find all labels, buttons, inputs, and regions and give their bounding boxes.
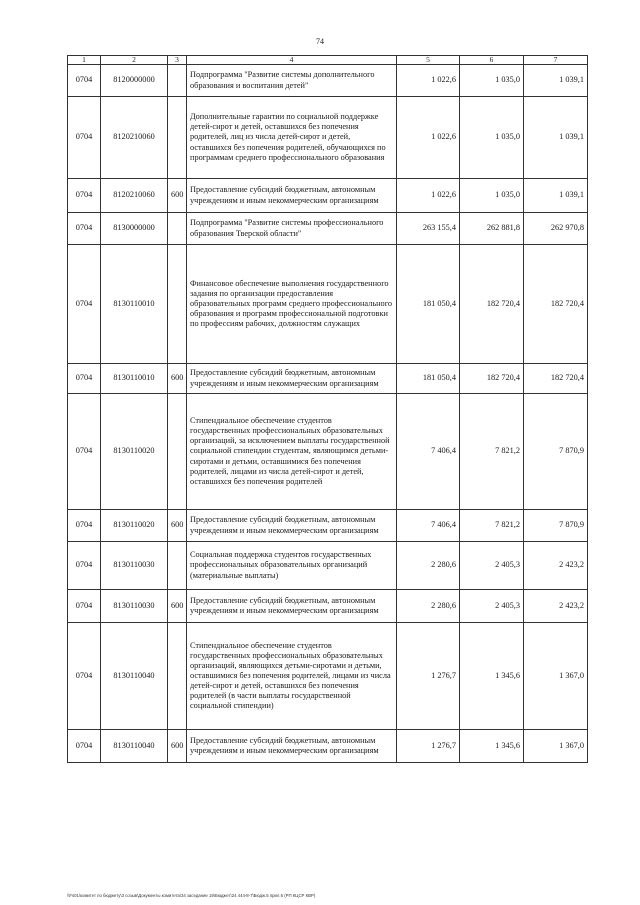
amount-col6: 182 720,4 [460, 364, 524, 394]
target-article-code: 8130000000 [101, 213, 168, 245]
section-code: 0704 [68, 542, 101, 590]
section-code: 0704 [68, 590, 101, 623]
item-name: Предоставление субсидий бюджетным, автономным учреждениям и иным некоммерческим организациям [187, 364, 397, 394]
section-code: 0704 [68, 245, 101, 364]
expense-type-code [168, 623, 187, 730]
amount-col7: 182 720,4 [524, 364, 588, 394]
expense-type-code [168, 213, 187, 245]
amount-col5: 2 280,6 [397, 590, 460, 623]
table-row [68, 213, 588, 245]
target-article-code: 8130110020 [101, 510, 168, 542]
amount-col6: 2 405,3 [460, 590, 524, 623]
table-row [68, 245, 588, 364]
section-code: 0704 [68, 394, 101, 510]
amount-col7: 2 423,2 [524, 590, 588, 623]
amount-col5: 181 050,4 [397, 364, 460, 394]
item-name: Предоставление субсидий бюджетным, автономным учреждениям и иным некоммерческим организациям [187, 590, 397, 623]
column-header: 3 [168, 56, 187, 65]
amount-col6: 7 821,2 [460, 510, 524, 542]
expense-type-code [168, 97, 187, 179]
target-article-code: 8120210060 [101, 97, 168, 179]
table-row [68, 97, 588, 179]
column-header: 5 [397, 56, 460, 65]
amount-col7: 262 970,8 [524, 213, 588, 245]
item-name: Социальная поддержка студентов государственных профессиональных образовательных организаций (материальные выплаты) [187, 542, 397, 590]
item-name: Подпрограмма "Развитие системы профессионального образования Тверской области" [187, 213, 397, 245]
item-name: Подпрограмма "Развитие системы дополнительного образования и воспитания детей" [187, 65, 397, 97]
amount-col6: 262 881,8 [460, 213, 524, 245]
amount-col5: 181 050,4 [397, 245, 460, 364]
item-name: Стипендиальное обеспечение студентов государственных профессиональных образовательных организаций, за исключением выплаты государственной социальной стипендии студентам, являющимся детьми-сиротами и детьми, оставшимися без попечения родителей, лицами из числа детей-сирот и детей, оставшихся без попечения родителей [187, 394, 397, 510]
amount-col7: 2 423,2 [524, 542, 588, 590]
table-header-row [68, 56, 588, 65]
footer-file-path: \\Fs01\комитет по бюджету\3 созыв\Документы комитета\34 заседание 19\Бюджет\24 444-8-7\Бюдж.5 прил.6 (РП КЦСР КВР) [67, 893, 316, 898]
item-name: Предоставление субсидий бюджетным, автономным учреждениям и иным некоммерческим организациям [187, 730, 397, 763]
budget-table [67, 55, 588, 763]
section-code: 0704 [68, 623, 101, 730]
amount-col6: 1 035,0 [460, 65, 524, 97]
expense-type-code [168, 394, 187, 510]
table-row [68, 542, 588, 590]
column-header: 7 [524, 56, 588, 65]
amount-col5: 1 276,7 [397, 623, 460, 730]
section-code: 0704 [68, 97, 101, 179]
amount-col7: 182 720,4 [524, 245, 588, 364]
amount-col5: 1 022,6 [397, 97, 460, 179]
amount-col5: 1 022,6 [397, 65, 460, 97]
amount-col6: 1 035,0 [460, 97, 524, 179]
amount-col7: 1 367,0 [524, 623, 588, 730]
item-name: Дополнительные гарантии по социальной поддержке детей-сирот и детей, оставшихся без попечения родителей, лиц из числа детей-сирот и детей, оставшихся без попечения родителей, обучающихся по программам среднего профессионального образования [187, 97, 397, 179]
amount-col5: 1 276,7 [397, 730, 460, 763]
target-article-code: 8130110020 [101, 394, 168, 510]
table-row [68, 179, 588, 213]
table-row [68, 364, 588, 394]
amount-col5: 263 155,4 [397, 213, 460, 245]
table-row [68, 730, 588, 763]
expense-type-code [168, 542, 187, 590]
item-name: Предоставление субсидий бюджетным, автономным учреждениям и иным некоммерческим организациям [187, 179, 397, 213]
amount-col7: 1 039,1 [524, 179, 588, 213]
target-article-code: 8130110030 [101, 542, 168, 590]
table-row [68, 394, 588, 510]
section-code: 0704 [68, 65, 101, 97]
column-header: 4 [187, 56, 397, 65]
amount-col5: 7 406,4 [397, 394, 460, 510]
amount-col7: 7 870,9 [524, 394, 588, 510]
section-code: 0704 [68, 364, 101, 394]
target-article-code: 8130110030 [101, 590, 168, 623]
amount-col7: 1 367,0 [524, 730, 588, 763]
target-article-code: 8130110010 [101, 245, 168, 364]
item-name: Предоставление субсидий бюджетным, автономным учреждениям и иным некоммерческим организациям [187, 510, 397, 542]
amount-col6: 1 345,6 [460, 623, 524, 730]
section-code: 0704 [68, 213, 101, 245]
amount-col7: 7 870,9 [524, 510, 588, 542]
page-number: 74 [316, 37, 324, 46]
table-row [68, 623, 588, 730]
target-article-code: 8130110040 [101, 730, 168, 763]
table-row [68, 510, 588, 542]
target-article-code: 8130110010 [101, 364, 168, 394]
item-name: Стипендиальное обеспечение студентов государственных профессиональных образовательных организаций, являющихся детьми-сиротами и детьми, оставшимися без попечения родителей, лицами из числа детей-сирот и детей, оставшихся без попечения родителей (в части выплаты государственной социальной стипендии) [187, 623, 397, 730]
section-code: 0704 [68, 179, 101, 213]
amount-col6: 182 720,4 [460, 245, 524, 364]
expense-type-code: 600 [168, 179, 187, 213]
target-article-code: 8120210060 [101, 179, 168, 213]
expense-type-code: 600 [168, 590, 187, 623]
expense-type-code: 600 [168, 510, 187, 542]
table-row [68, 65, 588, 97]
item-name: Финансовое обеспечение выполнения государственного задания по организации предоставления образовательных программ среднего профессионального образования и программ профессиональной подготовки по профессиям рабочих, должностям служащих [187, 245, 397, 364]
amount-col5: 1 022,6 [397, 179, 460, 213]
target-article-code: 8130110040 [101, 623, 168, 730]
table-row [68, 590, 588, 623]
amount-col6: 7 821,2 [460, 394, 524, 510]
column-header: 1 [68, 56, 101, 65]
amount-col6: 1 345,6 [460, 730, 524, 763]
section-code: 0704 [68, 510, 101, 542]
expense-type-code: 600 [168, 730, 187, 763]
expense-type-code [168, 245, 187, 364]
amount-col5: 7 406,4 [397, 510, 460, 542]
amount-col6: 2 405,3 [460, 542, 524, 590]
expense-type-code [168, 65, 187, 97]
amount-col6: 1 035,0 [460, 179, 524, 213]
section-code: 0704 [68, 730, 101, 763]
amount-col7: 1 039,1 [524, 97, 588, 179]
amount-col5: 2 280,6 [397, 542, 460, 590]
column-header: 6 [460, 56, 524, 65]
amount-col7: 1 039,1 [524, 65, 588, 97]
column-header: 2 [101, 56, 168, 65]
target-article-code: 8120000000 [101, 65, 168, 97]
expense-type-code: 600 [168, 364, 187, 394]
